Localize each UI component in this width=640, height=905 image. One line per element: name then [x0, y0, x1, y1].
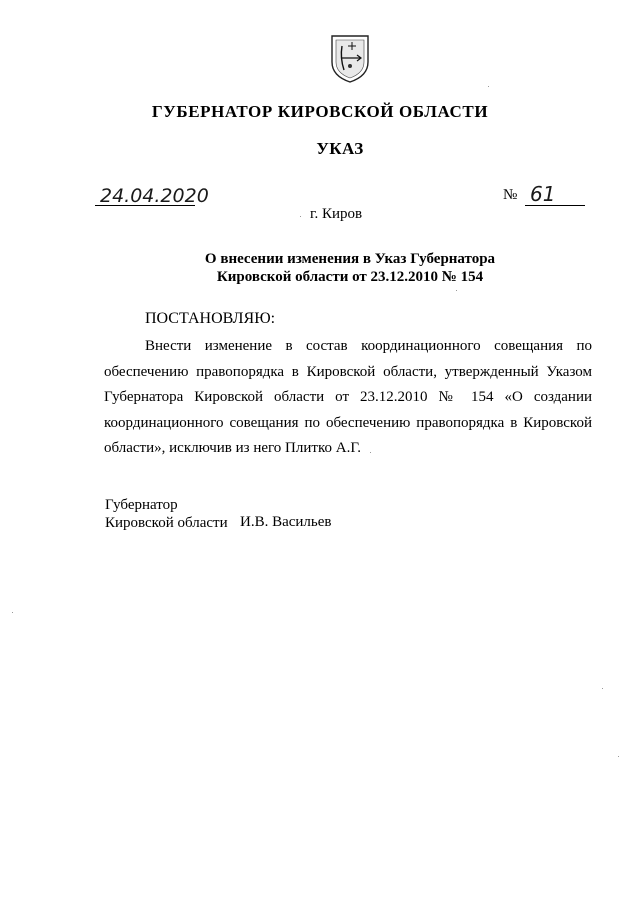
document-type: УКАЗ — [316, 139, 364, 158]
document-number: 61 — [530, 182, 556, 206]
subject-line-1: О внесении изменения в Указ Губернатора — [204, 251, 496, 267]
scan-speck — [370, 452, 371, 453]
subject-line-2: Кировской области от 23.12.2010 № 154 — [216, 269, 484, 285]
document-authority: ГУБЕРНАТОР КИРОВСКОЙ ОБЛАСТИ — [151, 102, 489, 121]
date-underline — [95, 205, 195, 206]
scan-speck — [12, 612, 13, 613]
decree-word: ПОСТАНОВЛЯЮ: — [145, 310, 276, 327]
decree-paragraph: Внести изменение в состав координационного совещания по обеспечению правопорядка в Кировской области, утвержденный Указом Губернатора Кировской области от 23.12.2010 № 154 «О создании координационного совещания по обеспечению правопорядка в Кировской области», исключив из него Плитко А.Г. — [104, 338, 592, 456]
scan-speck — [618, 756, 619, 757]
scan-speck — [488, 86, 489, 87]
signatory-position — [105, 496, 228, 532]
city: г. Киров — [310, 206, 363, 222]
number-label: № — [503, 187, 518, 203]
scan-speck — [300, 216, 301, 217]
signatory-position-line-1: Губернатор — [105, 497, 178, 513]
signatory-name: И.В. Васильев — [240, 514, 332, 530]
document-subject — [140, 250, 560, 286]
coat-of-arms-icon — [328, 32, 372, 84]
signatory-position-line-2: Кировской области — [105, 515, 228, 531]
number-underline — [525, 205, 585, 206]
document-date: 24.04.2020 — [100, 185, 209, 207]
scan-speck — [602, 688, 603, 689]
scan-speck — [456, 290, 457, 291]
